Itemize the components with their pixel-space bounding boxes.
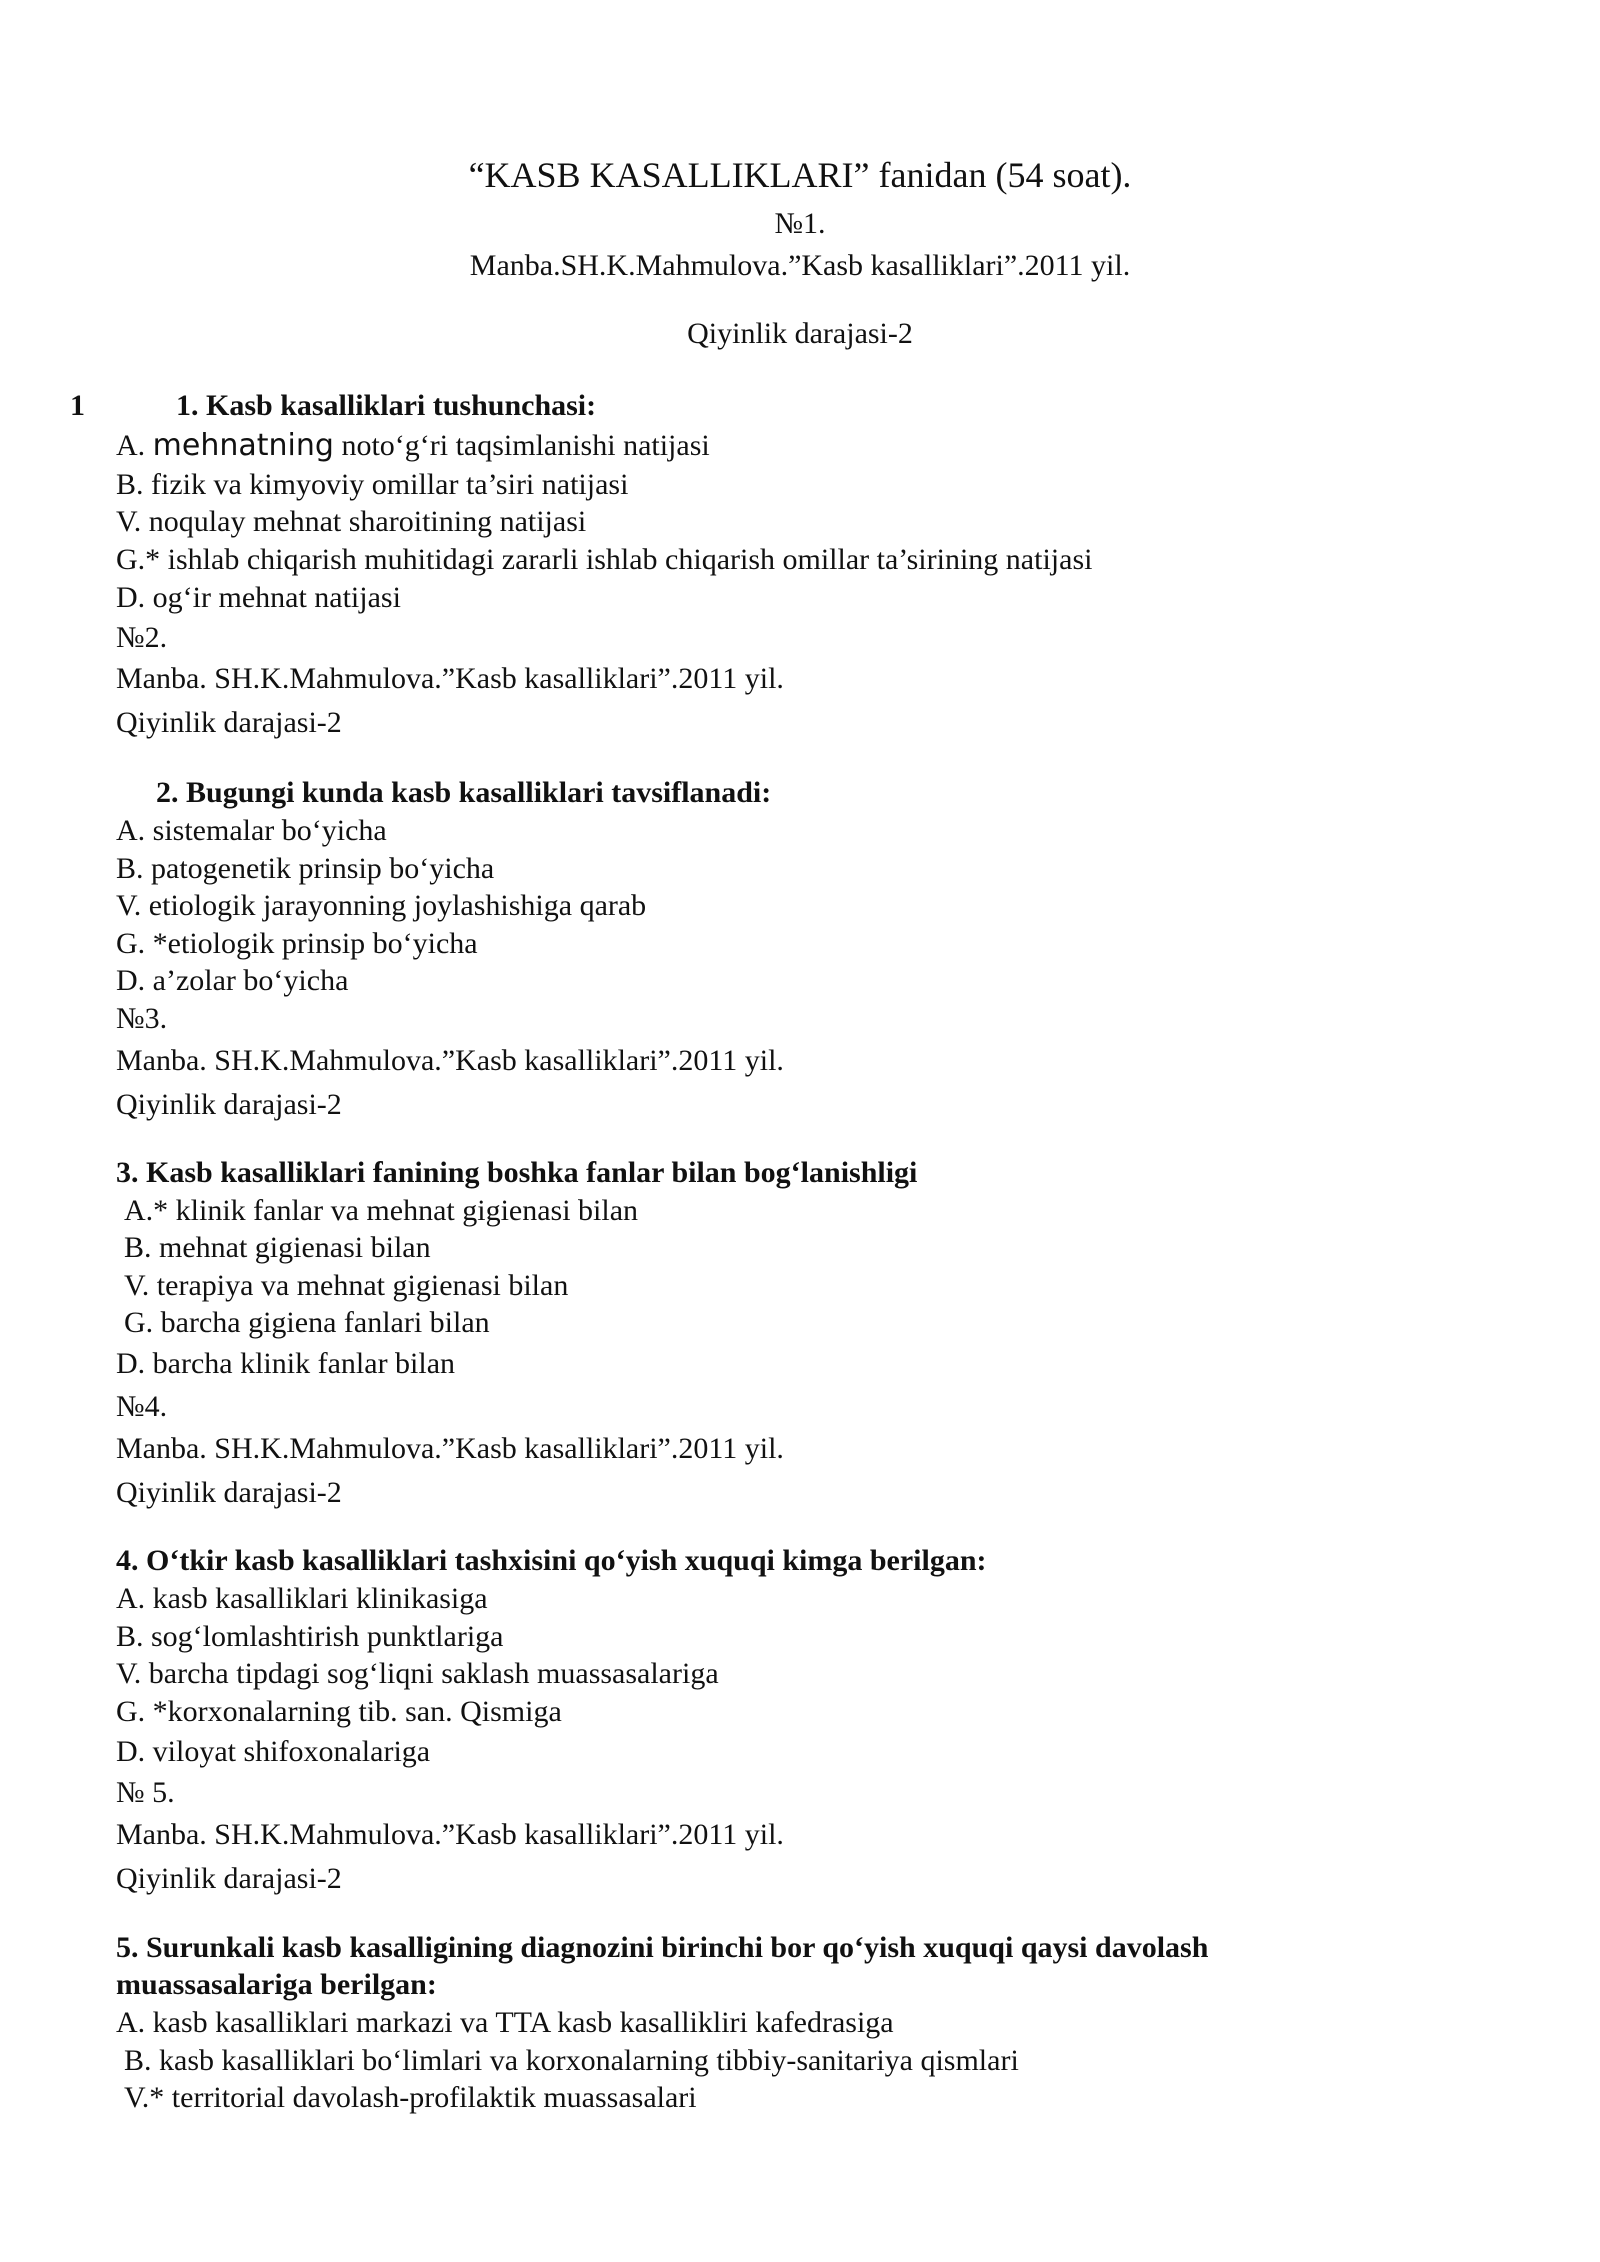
q3-option-d: D. barcha klinik fanlar bilan bbox=[116, 1347, 456, 1380]
q4-option-g: G. *korxonalarning tib. san. Qismiga bbox=[116, 1695, 562, 1728]
question-2: 2. Bugungi kunda kasb kasalliklari tavsiflanadi: bbox=[156, 776, 772, 809]
q3-option-v: V. terapiya va mehnat gigienasi bilan bbox=[124, 1269, 569, 1302]
question-4: 4. O‘tkir kasb kasalliklari tashxisini qo‘yish xuquqi kimga berilgan: bbox=[116, 1544, 987, 1577]
test-number: № 5. bbox=[116, 1776, 175, 1809]
test-number: №1. bbox=[774, 207, 826, 240]
q3-option-b: B. mehnat gigienasi bilan bbox=[124, 1231, 431, 1264]
q3-option-a: A.* klinik fanlar va mehnat gigienasi bilan bbox=[124, 1194, 639, 1227]
question-5-continued: muassasalariga berilgan: bbox=[116, 1968, 437, 2001]
test-number: №3. bbox=[116, 1002, 168, 1035]
document-title: “KASB KASALLIKLARI” fanidan (54 soat). bbox=[468, 155, 1132, 195]
question-1: 1. Kasb kasalliklari tushunchasi: bbox=[176, 389, 597, 422]
source-line: Manba. SH.K.Mahmulova.”Kasb kasalliklari”.2011 yil. bbox=[116, 662, 784, 695]
q5-option-a: A. kasb kasalliklari markazi va TTA kasb kasallikliri kafedrasiga bbox=[116, 2006, 894, 2039]
source-line: Manba. SH.K.Mahmulova.”Kasb kasalliklari”.2011 yil. bbox=[116, 1818, 784, 1851]
q2-option-g: G. *etiologik prinsip bo‘yicha bbox=[116, 927, 478, 960]
source-line: Manba.SH.K.Mahmulova.”Kasb kasalliklari”.2011 yil. bbox=[469, 249, 1131, 282]
q4-option-d: D. viloyat shifoxonalariga bbox=[116, 1735, 431, 1768]
q1-option-d: D. og‘ir mehnat natijasi bbox=[116, 581, 401, 614]
test-number: №2. bbox=[116, 621, 168, 654]
q1-option-g: G.* ishlab chiqarish muhitidagi zararli ishlab chiqarish omillar ta’sirining natijasi bbox=[116, 543, 1093, 576]
q2-option-v: V. etiologik jarayonning joylashishiga qarab bbox=[116, 889, 647, 922]
q2-option-a: A. sistemalar bo‘yicha bbox=[116, 814, 387, 847]
question-3: 3. Kasb kasalliklari fanining boshka fanlar bilan bog‘lanishligi bbox=[116, 1156, 918, 1189]
source-line: Manba. SH.K.Mahmulova.”Kasb kasalliklari”.2011 yil. bbox=[116, 1432, 784, 1465]
q2-option-b: B. patogenetik prinsip bo‘yicha bbox=[116, 852, 495, 885]
difficulty-level: Qiyinlik darajasi-2 bbox=[116, 1862, 342, 1895]
question-index: 1 bbox=[70, 389, 85, 422]
q4-option-a: A. kasb kasalliklari klinikasiga bbox=[116, 1582, 488, 1615]
difficulty-level: Qiyinlik darajasi-2 bbox=[687, 317, 913, 350]
q1-option-b: B. fizik va kimyoviy omillar ta’siri natijasi bbox=[116, 468, 629, 501]
difficulty-level: Qiyinlik darajasi-2 bbox=[116, 1476, 342, 1509]
q1-option-v: V. noqulay mehnat sharoitining natijasi bbox=[116, 505, 587, 538]
q3-option-g: G. barcha gigiena fanlari bilan bbox=[124, 1306, 490, 1339]
q4-option-v: V. barcha tipdagi sog‘liqni saklash muassasalariga bbox=[116, 1657, 719, 1690]
q4-option-b: B. sog‘lomlashtirish punktlariga bbox=[116, 1620, 504, 1653]
question-5: 5. Surunkali kasb kasalligining diagnozini birinchi bor qo‘yish xuquqi qaysi davolash bbox=[116, 1931, 1209, 1964]
source-line: Manba. SH.K.Mahmulova.”Kasb kasalliklari”.2011 yil. bbox=[116, 1044, 784, 1077]
q5-option-v: V.* territorial davolash-profilaktik muassasalari bbox=[124, 2081, 697, 2114]
difficulty-level: Qiyinlik darajasi-2 bbox=[116, 706, 342, 739]
q2-option-d: D. a’zolar bo‘yicha bbox=[116, 964, 349, 997]
difficulty-level: Qiyinlik darajasi-2 bbox=[116, 1088, 342, 1121]
test-number: №4. bbox=[116, 1390, 168, 1423]
q1-option-a: A. mehnatning noto‘g‘ri taqsimlanishi natijasi bbox=[116, 428, 710, 463]
q5-option-b: B. kasb kasalliklari bo‘limlari va korxonalarning tibbiy-sanitariya qismlari bbox=[124, 2044, 1019, 2077]
